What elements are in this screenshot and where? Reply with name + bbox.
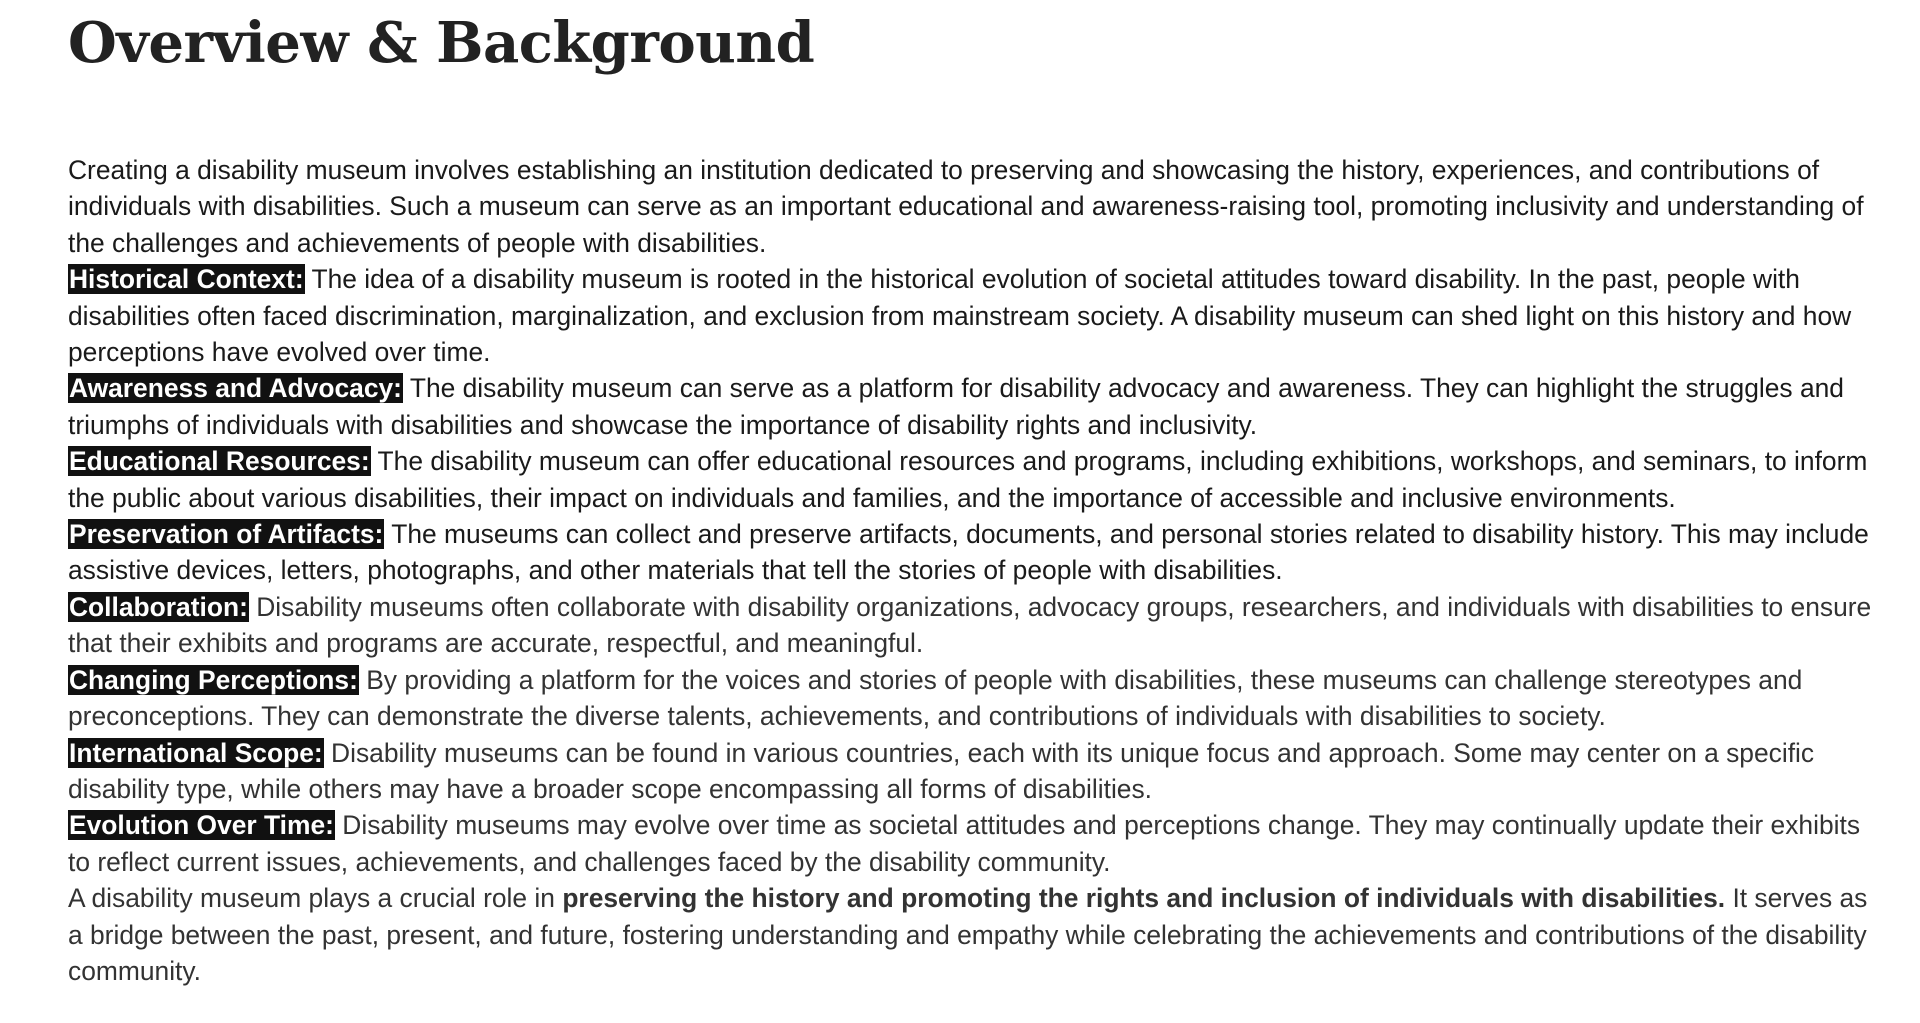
conclusion-emphasis: preserving the history and promoting the rights and inclusion of individuals with disabilities. (562, 883, 1726, 914)
section-changing-perceptions (68, 662, 1876, 735)
section-text: Disability museums often collaborate with disability organizations, advocacy groups, researchers, and individuals with disabilities to ensure that their exhibits and programs are accurate, respectful, and meaningful. (68, 591, 1872, 659)
section-text: By providing a platform for the voices and stories of people with disabilities, these museums can challenge stereotypes and preconceptions. They can demonstrate the diverse talents, achievements, and contributions of individuals with disabilities to society. (68, 664, 1803, 732)
section-heading: Collaboration: (69, 591, 248, 622)
page-title: Overview & Background (68, 10, 815, 76)
section-collaboration (68, 589, 1876, 662)
section-text: Disability museums can be found in various countries, each with its unique focus and approach. Some may center on a specific disability type, while others may have a broader scope encompassing all forms of disabilities. (68, 737, 1815, 804)
section-heading: Changing Perceptions: (69, 664, 358, 695)
section-heading: Educational Resources: (69, 446, 370, 477)
section-text: The disability museum can offer educational resources and programs, including exhibitions, workshops, and seminars, to inform the public about various disabilities, their impact on individuals and families, and the importance of accessible and inclusive environments. (68, 446, 1868, 513)
conclusion-tail: It serves as a bridge between the past, present, and future, fostering understanding and empathy while celebrating the achievements and contributions of the disability community. (68, 883, 1868, 986)
section-international-scope (68, 735, 1876, 808)
section-text: The idea of a disability museum is rooted in the historical evolution of societal attitudes toward disability. In the past, people with disabilities often faced discrimination, marginalization, and exclusion from mainstream society. A disability museum can shed light on this history and how perceptions have evolved over time. (68, 264, 1852, 368)
section-heading: International Scope: (69, 737, 323, 768)
conclusion-lead: A disability museum plays a crucial role in (68, 883, 555, 914)
section-text: The museums can collect and preserve artifacts, documents, and personal stories related to disability history. This may include assistive devices, letters, photographs, and other materials that tell the stories of people with disabilities. (68, 519, 1869, 586)
section-heading: Evolution Over Time: (69, 810, 334, 841)
section-evolution-over-time (68, 807, 1876, 880)
section-heading: Awareness and Advocacy: (69, 373, 402, 404)
section-text: The disability museum can serve as a platform for disability advocacy and awareness. They can highlight the struggles and triumphs of individuals with disabilities and showcase the importance of disability rights and inclusivity. (68, 373, 1844, 440)
section-educational-resources (68, 443, 1876, 516)
article-body (68, 152, 1876, 989)
section-historical-context (68, 261, 1876, 370)
conclusion-paragraph (68, 880, 1876, 989)
section-heading: Historical Context: (69, 264, 304, 295)
section-text: Disability museums may evolve over time as societal attitudes and perceptions change. They may continually update their exhibits to reflect current issues, achievements, and challenges faced by the disability community. (68, 810, 1861, 877)
section-awareness-advocacy (68, 370, 1876, 443)
section-preservation-artifacts (68, 516, 1876, 589)
section-heading: Preservation of Artifacts: (69, 519, 384, 550)
intro-paragraph: Creating a disability museum involves establishing an institution dedicated to preserving and showcasing the history, experiences, and contributions of individuals with disabilities. Such a museum can serve as an important educational and awareness-raising tool, promoting inclusivity and understanding of the challenges and achievements of people with disabilities. (68, 155, 1864, 258)
